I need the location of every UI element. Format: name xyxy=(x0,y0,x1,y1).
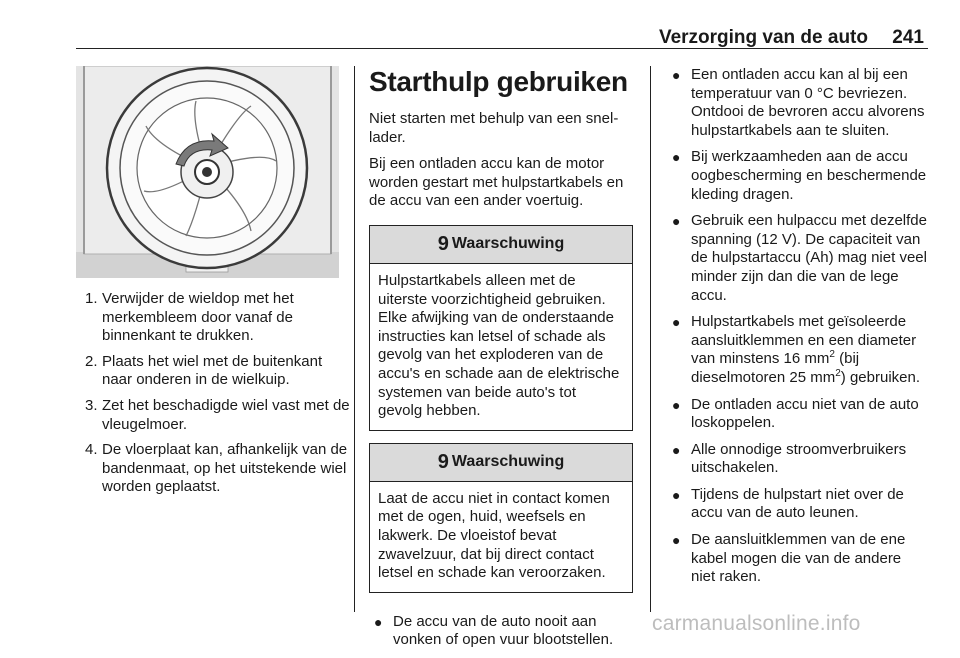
bullet-text: Gebruik een hulpaccu met dezelfde spanning (12 V). De capaciteit van de hulpstartaccu (Ah) mag niet veel minder zijn dan die van de lege accu. xyxy=(691,212,927,304)
text-part: (bij dieselmotoren 25 mm xyxy=(691,350,860,386)
list-item xyxy=(667,212,929,305)
warning-box xyxy=(369,225,633,431)
warning-icon: 9 xyxy=(437,450,449,473)
intro-paragraph: Niet starten met behulp van een snellader. xyxy=(369,110,619,146)
bullet-text: Tijdens de hulpstart niet over de accu van de auto leunen. xyxy=(691,485,904,522)
column-divider xyxy=(650,66,651,612)
superscript: 2 xyxy=(829,349,835,361)
warning-text: Laat de accu niet in contact komen met de ogen, huid, weefsels en lakwerk. De vloeistof bevat zwavelzuur, dat bij direct contact letsel en schade kan veroorzaken. xyxy=(378,489,610,582)
section-title: Starthulp gebruiken xyxy=(369,66,628,97)
bullet-icon: ● xyxy=(672,532,681,549)
warning-header xyxy=(370,226,632,264)
left-column xyxy=(78,290,353,504)
step-number: 3. xyxy=(85,396,98,414)
bullet-icon: ● xyxy=(374,613,383,630)
text-part: ) gebruiken. xyxy=(840,368,921,386)
step-number: 4. xyxy=(85,441,98,459)
list-item xyxy=(369,613,633,650)
page-number: 241 xyxy=(892,27,924,48)
list-item xyxy=(78,441,353,497)
list-item xyxy=(667,531,929,587)
middle-column xyxy=(369,66,633,658)
list-item xyxy=(667,486,929,523)
list-item xyxy=(78,353,353,390)
step-text: Verwijder de wieldop met het merkembleem door vanaf de binnenkant te drukken. xyxy=(102,290,294,345)
column-divider xyxy=(354,66,355,612)
right-column xyxy=(667,66,929,595)
step-text: De vloerplaat kan, afhankelijk van de bandenmaat, op het uitstekende wiel worden geplaatst. xyxy=(102,441,348,496)
bullet-list xyxy=(369,613,633,650)
bullet-icon: ● xyxy=(672,441,681,458)
step-number: 2. xyxy=(85,352,98,370)
bullet-text: Een ontladen accu kan al bij een temperatuur van 0 °C bevriezen. Ontdooi de bevroren accu alvorens hulpstartkabels aan te sluiten. xyxy=(691,66,925,139)
bullet-text: De ontladen accu niet van de auto loskoppelen. xyxy=(691,395,919,432)
list-item xyxy=(667,313,929,387)
warning-icon: 9 xyxy=(437,232,449,255)
spare-wheel-illustration xyxy=(76,66,339,278)
intro-paragraph: Bij een ontladen accu kan de motor worden gestart met hulpstartkabels en de accu van een ander voertuig. xyxy=(369,155,624,210)
bullet-text: De accu van de auto nooit aan vonken of open vuur blootstellen. xyxy=(393,612,614,649)
step-text: Zet het beschadigde wiel vast met de vleugelmoer. xyxy=(102,396,350,433)
wheel-steps-list xyxy=(78,290,353,497)
list-item xyxy=(667,441,929,478)
warning-box xyxy=(369,443,633,593)
list-item xyxy=(78,397,353,434)
bullet-icon: ● xyxy=(672,149,681,166)
chapter-title: Verzorging van de auto xyxy=(658,27,868,48)
warning-label: Waarschuwing xyxy=(451,453,565,471)
warning-text: Hulpstartkabels alleen met de uiterste voorzichtigheid gebruiken. Elke afwijking van de onderstaande instructies kan letsel of schade als gevolg van het exploderen van de accu's en schade aan de elektrische systemen van beide auto's tot gevolg hebben. xyxy=(378,271,620,420)
text-part: Hulpstartkabels met geïsoleerde aansluitklemmen en een diameter van minstens 16 mm xyxy=(691,313,917,368)
step-number: 1. xyxy=(85,290,98,307)
bullet-text: Bij werkzaamheden aan de accu oogbescherming en beschermende kleding dragen. xyxy=(691,148,927,203)
watermark: carmanualsonline.info xyxy=(652,612,861,635)
bullet-list xyxy=(667,66,929,587)
bullet-text xyxy=(691,313,920,386)
list-item xyxy=(78,290,353,346)
list-item xyxy=(667,148,929,204)
list-item xyxy=(667,66,929,140)
bullet-icon: ● xyxy=(672,67,681,83)
bullet-text: Alle onnodige stroomverbruikers uitschakelen. xyxy=(691,440,907,477)
bullet-text: De aansluitklemmen van de ene kabel mogen die van de andere niet raken. xyxy=(691,531,906,586)
superscript: 2 xyxy=(835,367,841,379)
bullet-icon: ● xyxy=(672,314,681,331)
warning-label: Waarschuwing xyxy=(451,235,565,253)
step-text: Plaats het wiel met de buitenkant naar onderen in de wielkuip. xyxy=(102,352,323,389)
list-item xyxy=(667,396,929,433)
bullet-icon: ● xyxy=(672,486,681,503)
warning-header xyxy=(370,444,632,482)
bullet-icon: ● xyxy=(672,396,681,413)
page-header xyxy=(76,0,928,49)
bullet-icon: ● xyxy=(672,213,681,230)
